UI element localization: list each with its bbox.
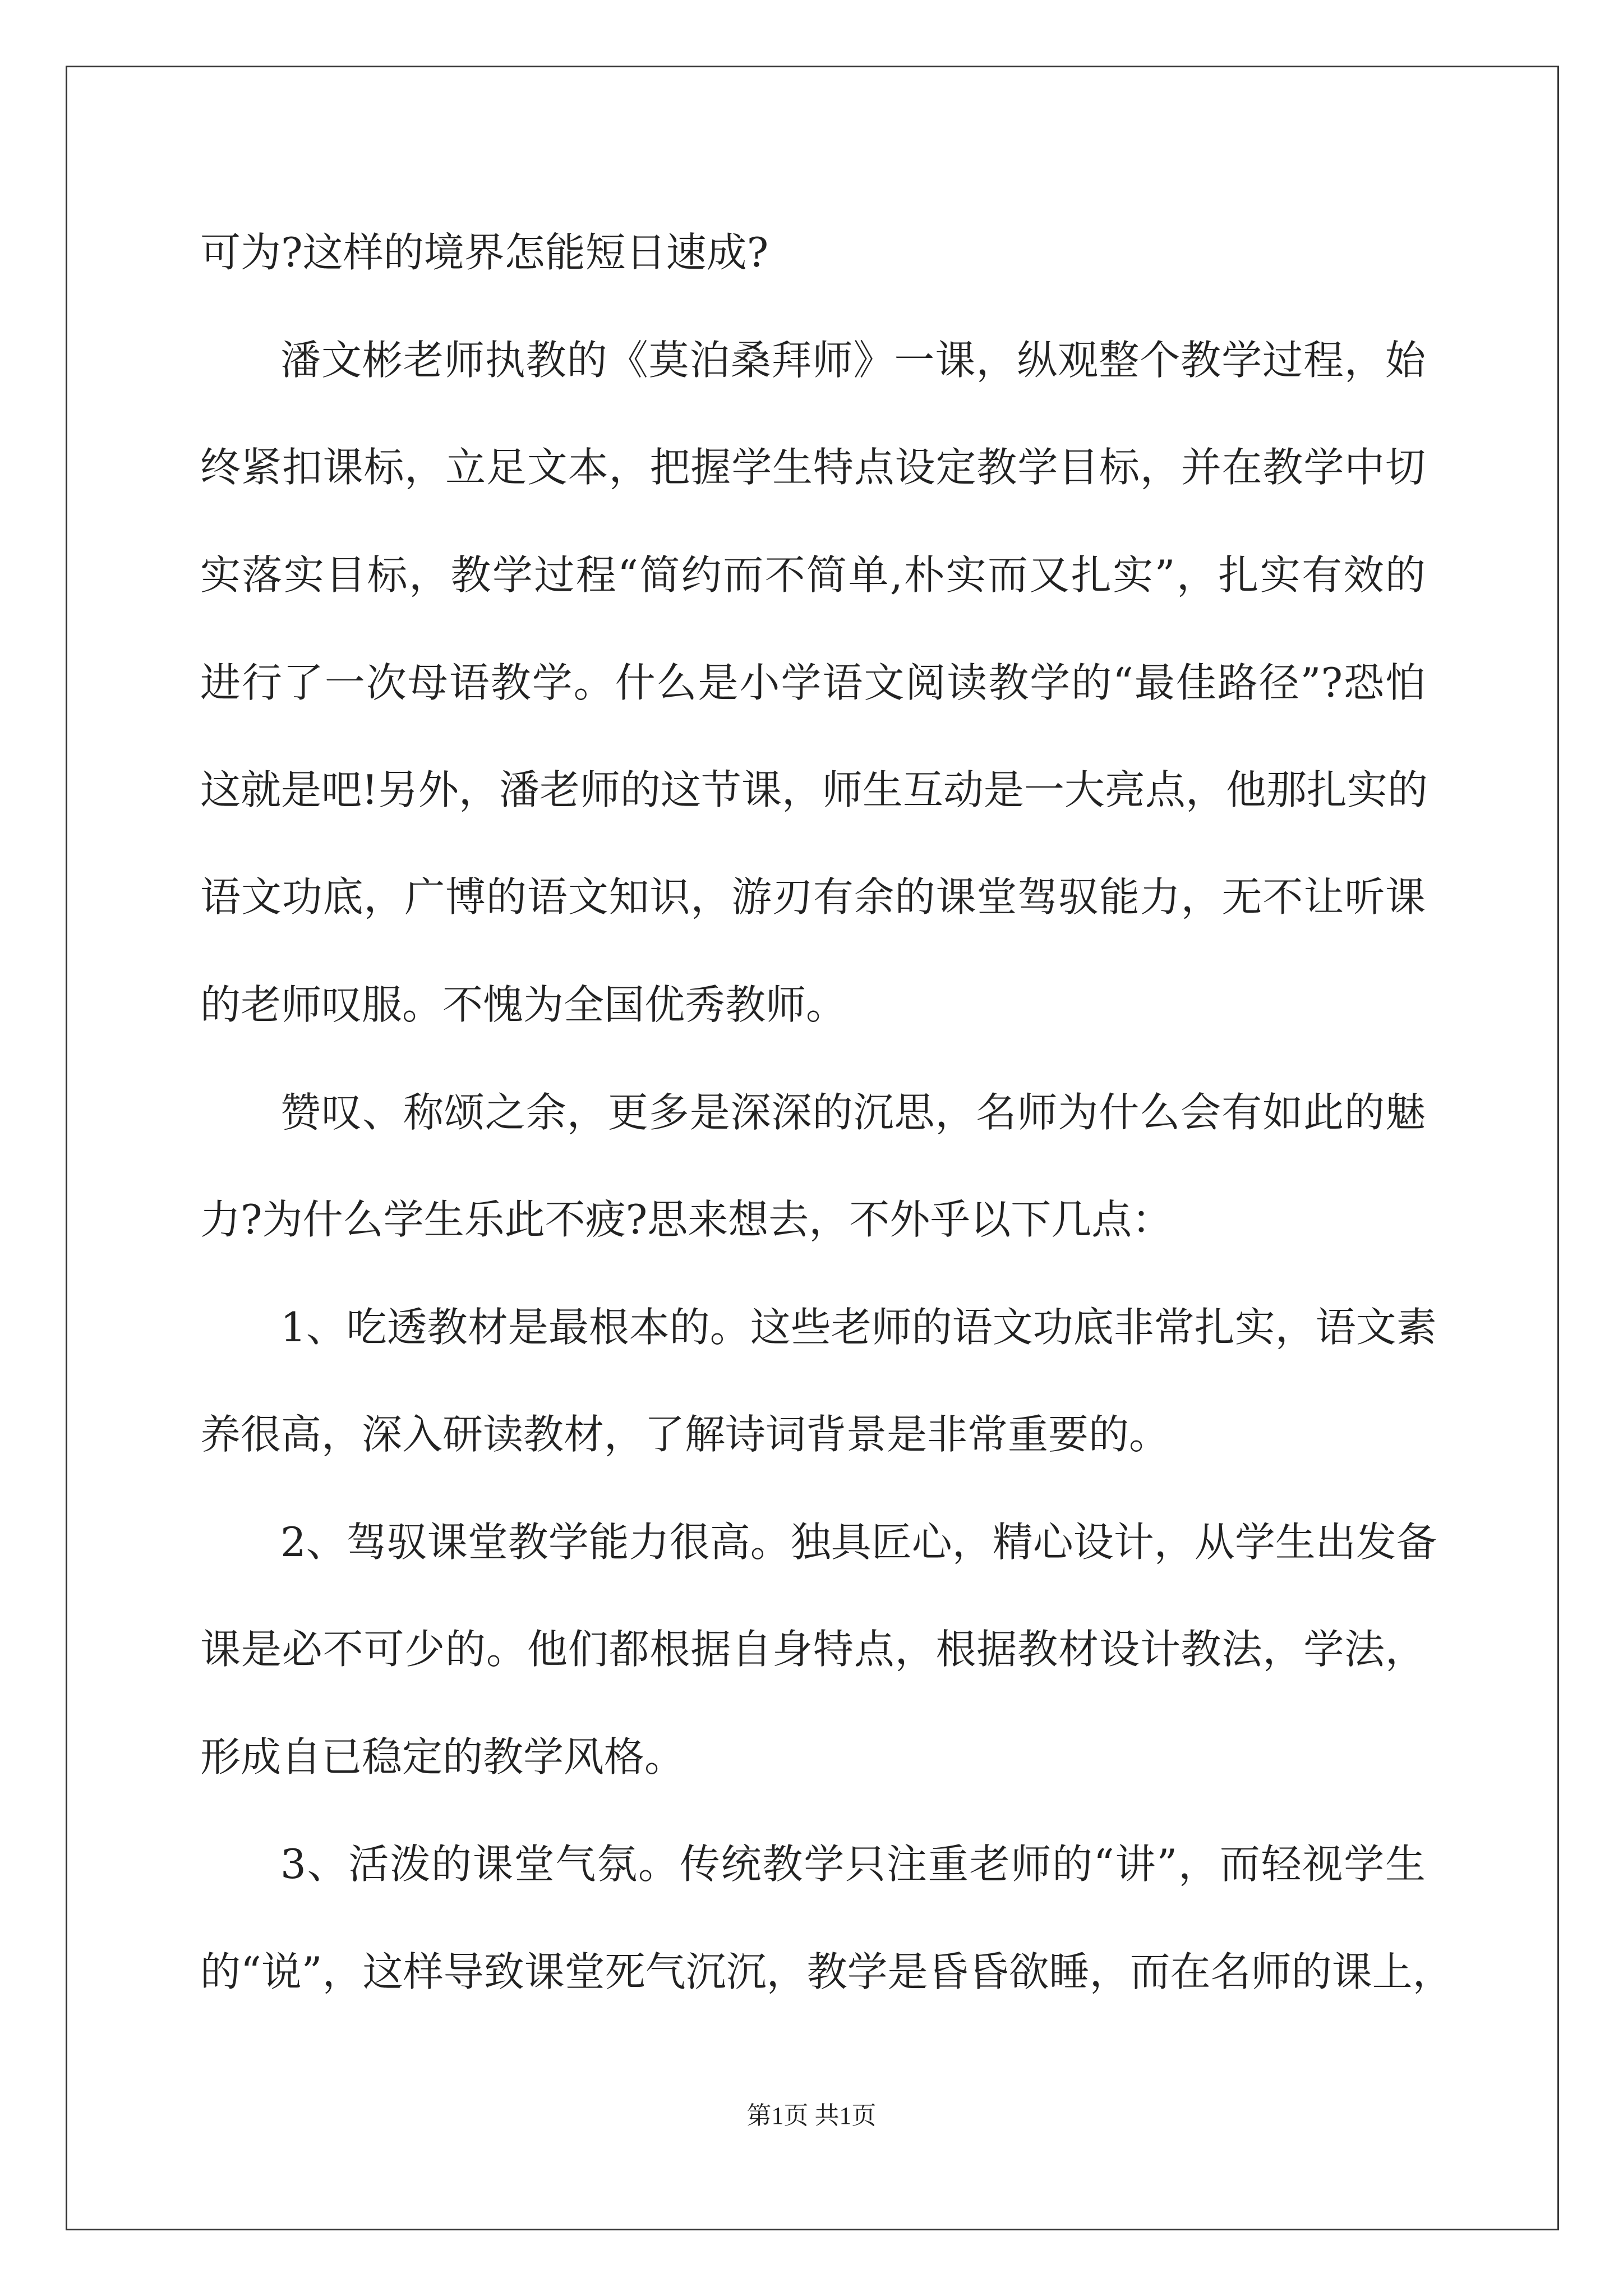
- page-number: 第1页 共1页: [746, 2102, 877, 2129]
- text-line: 赞叹、称颂之余，更多是深深的沉思，名师为什么会有如此的魅: [280, 1089, 1426, 1136]
- text-line: 2、驾驭课堂教学能力很高。独具匠心，精心设计，从学生出发备: [280, 1519, 1437, 1566]
- text-line: 课是必不可少的。他们都根据自身特点，根据教材设计教法，学法，: [200, 1626, 1426, 1673]
- text-line: 终紧扣课标，立足文本，把握学生特点设定教学目标，并在教学中切: [200, 444, 1426, 491]
- text-line: 形成自已稳定的教学风格。: [200, 1733, 685, 1780]
- text-line: 的“说”，这样导致课堂死气沉沉，教学是昏昏欲睡，而在名师的课上，: [200, 1948, 1453, 1995]
- text-line: 进行了一次母语教学。什么是小学语文阅读教学的“最佳路径”?恐怕: [200, 659, 1426, 706]
- text-line: 的老师叹服。不愧为全国优秀教师。: [200, 981, 847, 1028]
- text-line: 可为?这样的境界怎能短日速成?: [200, 229, 769, 276]
- text-line: 这就是吧!另外，潘老师的这节课，师生互动是一大亮点，他那扎实的: [200, 766, 1428, 813]
- text-line: 潘文彬老师执教的《莫泊桑拜师》一课，纵观整个教学过程，始: [280, 337, 1426, 384]
- text-line: 1、吃透教材是最根本的。这些老师的语文功底非常扎实，语文素: [280, 1304, 1437, 1351]
- page-border: [66, 66, 1559, 2230]
- text-line: 语文功底，广博的语文知识，游刃有余的课堂驾驭能力，无不让听课: [200, 873, 1426, 921]
- text-line: 3、活泼的课堂气氛。传统教学只注重老师的“讲”，而轻视学生: [280, 1841, 1426, 1888]
- text-line: 实落实目标，教学过程“简约而不简单,朴实而又扎实”，扎实有效的: [200, 551, 1426, 599]
- text-line: 养很高，深入研读教材，了解诗词背景是非常重要的。: [200, 1411, 1170, 1458]
- text-line: 力?为什么学生乐此不疲?思来想去，不外乎以下几点：: [200, 1196, 1173, 1243]
